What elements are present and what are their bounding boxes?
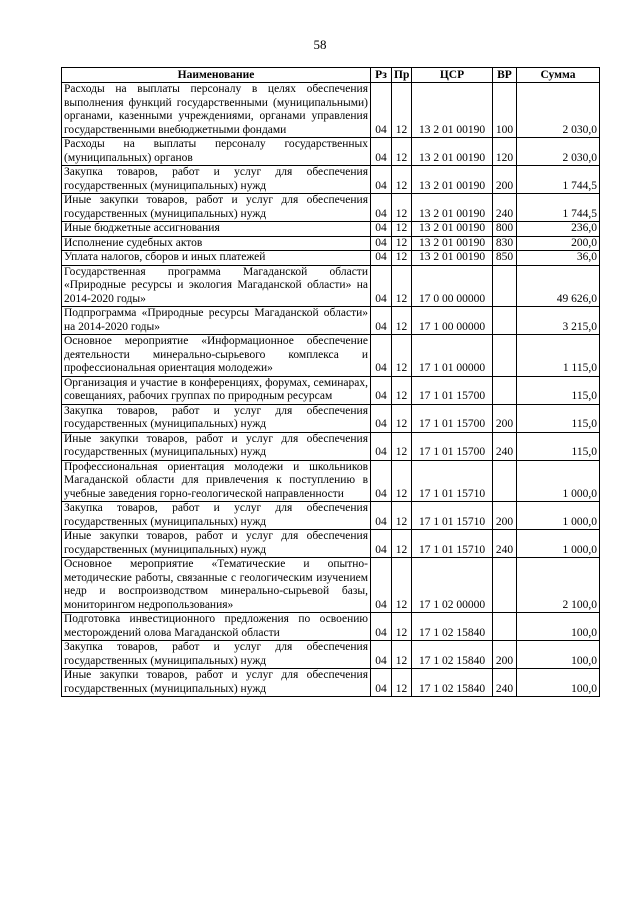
cell-name: Закупка товаров, работ и услуг для обеспечения государственных (муниципальных) нужд <box>62 502 371 530</box>
cell-rz: 04 <box>371 335 392 377</box>
table-row <box>62 376 600 404</box>
cell-csr: 17 1 02 15840 <box>412 641 493 669</box>
table-row <box>62 265 600 307</box>
cell-csr: 17 1 01 15710 <box>412 502 493 530</box>
cell-vr: 240 <box>493 669 517 697</box>
cell-sum: 200,0 <box>517 236 600 251</box>
cell-pr: 12 <box>392 558 412 613</box>
cell-pr: 12 <box>392 335 412 377</box>
cell-pr: 12 <box>392 236 412 251</box>
cell-name: Закупка товаров, работ и услуг для обеспечения государственных (муниципальных) нужд <box>62 404 371 432</box>
table-row <box>62 166 600 194</box>
cell-csr: 17 1 01 15710 <box>412 460 493 502</box>
cell-vr: 850 <box>493 251 517 266</box>
cell-sum: 1 115,0 <box>517 335 600 377</box>
cell-pr: 12 <box>392 530 412 558</box>
cell-csr: 17 1 02 00000 <box>412 558 493 613</box>
cell-rz: 04 <box>371 251 392 266</box>
cell-name: Закупка товаров, работ и услуг для обеспечения государственных (муниципальных) нужд <box>62 166 371 194</box>
table-row <box>62 83 600 138</box>
cell-sum: 236,0 <box>517 222 600 237</box>
cell-name: Государственная программа Магаданской области «Природные ресурсы и экология Магаданской области» на 2014-2020 годы» <box>62 265 371 307</box>
cell-sum: 2 030,0 <box>517 83 600 138</box>
cell-name: Расходы на выплаты персоналу в целях обеспечения выполнения функций государственными (муниципальными) органами, казенными учреждениями, органами управления государственными внебюджетными фондами <box>62 83 371 138</box>
cell-sum: 2 030,0 <box>517 138 600 166</box>
header-name: Наименование <box>62 68 371 83</box>
cell-rz: 04 <box>371 432 392 460</box>
cell-vr <box>493 307 517 335</box>
cell-name: Исполнение судебных актов <box>62 236 371 251</box>
cell-pr: 12 <box>392 669 412 697</box>
cell-csr: 17 1 01 15700 <box>412 376 493 404</box>
cell-rz: 04 <box>371 404 392 432</box>
table-row <box>62 558 600 613</box>
cell-pr: 12 <box>392 404 412 432</box>
cell-csr: 17 1 02 15840 <box>412 669 493 697</box>
cell-csr: 13 2 01 00190 <box>412 83 493 138</box>
cell-sum: 1 744,5 <box>517 194 600 222</box>
cell-vr <box>493 376 517 404</box>
cell-name: Основное мероприятие «Информационное обеспечение деятельности минерально-сырьевого комплекса и профессиональная ориентация молодежи» <box>62 335 371 377</box>
cell-rz: 04 <box>371 236 392 251</box>
cell-vr: 240 <box>493 432 517 460</box>
cell-pr: 12 <box>392 194 412 222</box>
cell-csr: 13 2 01 00190 <box>412 166 493 194</box>
cell-sum: 100,0 <box>517 641 600 669</box>
cell-sum: 115,0 <box>517 376 600 404</box>
cell-vr: 830 <box>493 236 517 251</box>
cell-sum: 3 215,0 <box>517 307 600 335</box>
cell-name: Иные закупки товаров, работ и услуг для обеспечения государственных (муниципальных) нужд <box>62 669 371 697</box>
cell-csr: 17 1 01 00000 <box>412 335 493 377</box>
cell-sum: 1 000,0 <box>517 502 600 530</box>
cell-vr: 200 <box>493 166 517 194</box>
table-row <box>62 530 600 558</box>
table-row <box>62 641 600 669</box>
cell-rz: 04 <box>371 613 392 641</box>
cell-rz: 04 <box>371 558 392 613</box>
cell-vr: 200 <box>493 404 517 432</box>
cell-name: Подготовка инвестиционного предложения по освоению месторождений олова Магаданской области <box>62 613 371 641</box>
cell-pr: 12 <box>392 460 412 502</box>
table-row <box>62 222 600 237</box>
cell-sum: 115,0 <box>517 404 600 432</box>
table-row <box>62 138 600 166</box>
cell-vr: 100 <box>493 83 517 138</box>
cell-rz: 04 <box>371 460 392 502</box>
cell-vr <box>493 460 517 502</box>
cell-csr: 13 2 01 00190 <box>412 222 493 237</box>
cell-csr: 17 0 00 00000 <box>412 265 493 307</box>
cell-sum: 49 626,0 <box>517 265 600 307</box>
cell-vr: 120 <box>493 138 517 166</box>
cell-rz: 04 <box>371 83 392 138</box>
cell-rz: 04 <box>371 502 392 530</box>
cell-rz: 04 <box>371 265 392 307</box>
cell-vr: 200 <box>493 502 517 530</box>
cell-rz: 04 <box>371 530 392 558</box>
cell-rz: 04 <box>371 166 392 194</box>
cell-pr: 12 <box>392 166 412 194</box>
cell-name: Иные бюджетные ассигнования <box>62 222 371 237</box>
cell-csr: 13 2 01 00190 <box>412 251 493 266</box>
cell-name: Закупка товаров, работ и услуг для обеспечения государственных (муниципальных) нужд <box>62 641 371 669</box>
budget-table <box>61 67 600 697</box>
cell-pr: 12 <box>392 376 412 404</box>
table-row <box>62 307 600 335</box>
cell-name: Иные закупки товаров, работ и услуг для обеспечения государственных (муниципальных) нужд <box>62 194 371 222</box>
table-body <box>62 83 600 697</box>
table-row <box>62 335 600 377</box>
table-row <box>62 669 600 697</box>
cell-pr: 12 <box>392 641 412 669</box>
header-csr: ЦСР <box>412 68 493 83</box>
cell-rz: 04 <box>371 222 392 237</box>
cell-pr: 12 <box>392 432 412 460</box>
cell-sum: 2 100,0 <box>517 558 600 613</box>
page-number: 58 <box>313 37 327 52</box>
cell-pr: 12 <box>392 138 412 166</box>
cell-pr: 12 <box>392 83 412 138</box>
header-rz: Рз <box>371 68 392 83</box>
table-row <box>62 432 600 460</box>
table-row <box>62 251 600 266</box>
cell-sum: 1 000,0 <box>517 460 600 502</box>
cell-vr: 200 <box>493 641 517 669</box>
cell-sum: 100,0 <box>517 613 600 641</box>
cell-vr <box>493 265 517 307</box>
cell-vr <box>493 613 517 641</box>
cell-pr: 12 <box>392 502 412 530</box>
cell-vr: 240 <box>493 530 517 558</box>
cell-csr: 17 1 02 15840 <box>412 613 493 641</box>
cell-pr: 12 <box>392 265 412 307</box>
cell-rz: 04 <box>371 138 392 166</box>
cell-name: Основное мероприятие «Тематические и опытно-методические работы, связанные с геологическим изучением недр и воспроизводством минерально-сырьевой базы, мониторингом недропользования» <box>62 558 371 613</box>
cell-pr: 12 <box>392 307 412 335</box>
cell-rz: 04 <box>371 669 392 697</box>
table-row <box>62 502 600 530</box>
table-row <box>62 404 600 432</box>
cell-csr: 17 1 01 15710 <box>412 530 493 558</box>
table-row <box>62 236 600 251</box>
cell-vr <box>493 335 517 377</box>
cell-csr: 13 2 01 00190 <box>412 138 493 166</box>
cell-name: Профессиональная ориентация молодежи и школьников Магаданской области для привлечения к поступлению в учебные заведения горно-геологической направленности <box>62 460 371 502</box>
header-pr: Пр <box>392 68 412 83</box>
cell-rz: 04 <box>371 376 392 404</box>
cell-sum: 36,0 <box>517 251 600 266</box>
cell-vr: 800 <box>493 222 517 237</box>
cell-pr: 12 <box>392 251 412 266</box>
cell-name: Иные закупки товаров, работ и услуг для обеспечения государственных (муниципальных) нужд <box>62 432 371 460</box>
table-row <box>62 613 600 641</box>
cell-csr: 17 1 01 15700 <box>412 432 493 460</box>
cell-rz: 04 <box>371 307 392 335</box>
cell-csr: 13 2 01 00190 <box>412 236 493 251</box>
header-sum: Сумма <box>517 68 600 83</box>
cell-sum: 1 744,5 <box>517 166 600 194</box>
table-row <box>62 194 600 222</box>
cell-name: Иные закупки товаров, работ и услуг для обеспечения государственных (муниципальных) нужд <box>62 530 371 558</box>
cell-sum: 115,0 <box>517 432 600 460</box>
cell-name: Расходы на выплаты персоналу государственных (муниципальных) органов <box>62 138 371 166</box>
cell-csr: 13 2 01 00190 <box>412 194 493 222</box>
table-row <box>62 460 600 502</box>
cell-pr: 12 <box>392 222 412 237</box>
cell-name: Подпрограмма «Природные ресурсы Магаданской области» на 2014-2020 годы» <box>62 307 371 335</box>
cell-vr <box>493 558 517 613</box>
table-header-row <box>62 68 600 83</box>
cell-name: Уплата налогов, сборов и иных платежей <box>62 251 371 266</box>
cell-csr: 17 1 01 15700 <box>412 404 493 432</box>
cell-rz: 04 <box>371 194 392 222</box>
cell-vr: 240 <box>493 194 517 222</box>
cell-csr: 17 1 00 00000 <box>412 307 493 335</box>
cell-name: Организация и участие в конференциях, форумах, семинарах, совещаниях, рабочих группах по природным ресурсам <box>62 376 371 404</box>
cell-sum: 100,0 <box>517 669 600 697</box>
cell-pr: 12 <box>392 613 412 641</box>
header-vr: ВР <box>493 68 517 83</box>
cell-sum: 1 000,0 <box>517 530 600 558</box>
cell-rz: 04 <box>371 641 392 669</box>
